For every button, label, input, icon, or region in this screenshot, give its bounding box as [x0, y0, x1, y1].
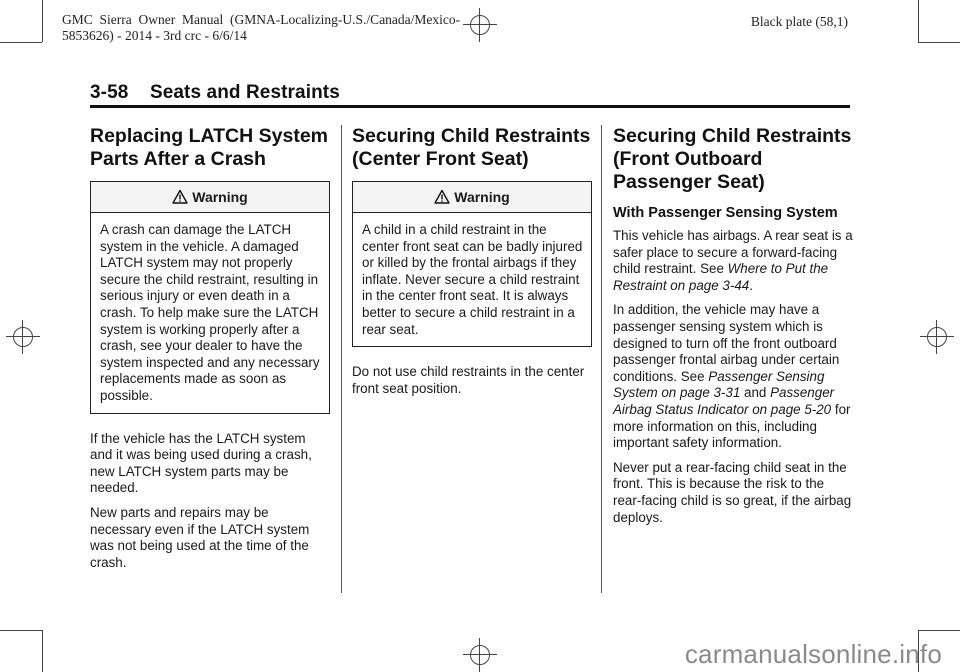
warning-header — [91, 182, 329, 213]
paragraph: Never put a rear-facing child seat in the front. This is because the risk to the rear-facing child is so great, if the airbag deploys. — [613, 459, 852, 525]
watermark: carmanualsonline.info — [684, 639, 942, 669]
header-line-1: GMC Sierra Owner Manual (GMNA-Localizing-U.S./Canada/Mexico- — [62, 12, 461, 27]
crop-mark — [42, 0, 43, 42]
crop-mark — [918, 0, 919, 42]
paragraph-text: for more information on this, including important safety information. — [613, 401, 851, 451]
column-divider — [341, 125, 342, 593]
cross-reference-link[interactable]: Passenger Airbag Status Indicator on page 5-20 — [613, 385, 835, 417]
registration-mark — [463, 638, 497, 672]
paragraph — [613, 228, 853, 294]
registration-mark — [6, 320, 40, 354]
subsection-title: With Passenger Sensing System — [613, 205, 838, 221]
registration-mark — [463, 8, 497, 42]
warning-header — [353, 182, 591, 213]
paragraph-text: . — [749, 277, 753, 293]
warning-triangle-icon — [434, 189, 450, 205]
column-divider — [601, 125, 602, 593]
crop-mark — [918, 630, 960, 631]
paragraph-text: and — [740, 385, 771, 401]
warning-label: Warning — [192, 189, 248, 205]
section-title: Securing Child Restraints (Center Front Seat) — [352, 125, 591, 170]
paragraph — [613, 302, 853, 451]
crop-mark — [42, 630, 43, 672]
cross-reference-link[interactable]: Passenger Sensing System on page 3-31 — [613, 368, 825, 401]
warning-box — [90, 181, 330, 414]
heading-rule — [90, 105, 850, 108]
paragraph-text: This vehicle has airbags. A rear seat is a safer place to secure a forward-facing child restraint. See — [613, 228, 853, 277]
column-3 — [613, 125, 853, 534]
paragraph: Do not use child restraints in the center front seat position. — [352, 364, 585, 396]
cross-reference-link[interactable]: Where to Put the Restraint on page 3-44 — [613, 261, 829, 293]
section-title: Securing Child Restraints (Front Outboard Passenger Seat) — [613, 125, 852, 193]
paragraph-text: In addition, the vehicle may have a passenger sensing system which is designed to turn off the front outboard passenger frontal airbag under certain conditions. See — [613, 302, 840, 384]
column-1 — [90, 125, 330, 579]
crop-mark — [0, 630, 42, 631]
running-header — [62, 12, 460, 44]
paragraph: New parts and repairs may be necessary even if the LATCH system was not being used at the time of the crash. — [90, 504, 310, 570]
warning-text: A crash can damage the LATCH system in the vehicle. A damaged LATCH system may not properly secure the child restraint, resulting in serious injury or even death in a crash. To help make sure the LATCH system is working properly after a crash, see your dealer to have the system inspected and any necessary replacements made as soon as possible. — [100, 222, 320, 403]
header-line-2: 5853626) - 2014 - 3rd crc - 6/6/14 — [62, 28, 247, 43]
column-2 — [352, 125, 592, 405]
crop-mark — [918, 42, 960, 43]
crop-mark — [0, 42, 42, 43]
warning-label: Warning — [454, 189, 510, 205]
plate-label: Black plate (58,1) — [750, 14, 848, 29]
section-title: Replacing LATCH System Parts After a Crash — [90, 125, 329, 170]
paragraph: If the vehicle has the LATCH system and it was being used during a crash, new LATCH system parts may be needed. — [90, 430, 312, 496]
registration-mark — [920, 320, 954, 354]
warning-text: A child in a child restraint in the center front seat can be badly injured or killed by the frontal airbags if they inflate. Never secure a child restraint in the center front seat. It is always better to secure a child restraint in a rear seat. — [362, 222, 583, 337]
warning-box — [352, 181, 592, 347]
warning-triangle-icon — [172, 189, 188, 205]
page-heading: 3-58 Seats and Restraints — [90, 82, 340, 103]
